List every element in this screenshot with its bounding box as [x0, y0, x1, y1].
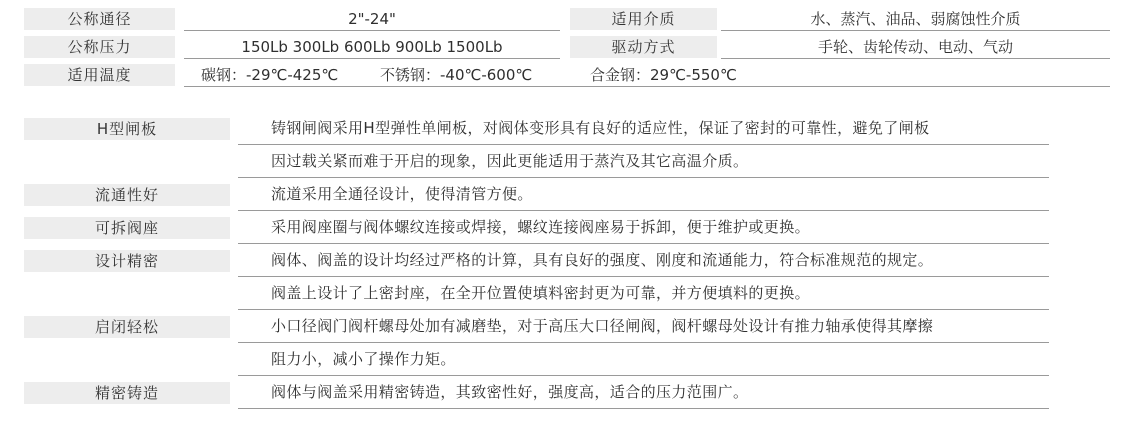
temperature-carbon-steel: 碳钢：-29℃-425℃ — [201, 66, 339, 84]
feature-row — [24, 378, 1110, 411]
feature-text: 阀体、阀盖的设计均经过严格的计算，具有良好的强度、刚度和流通能力，符合标准规范的规定。 — [238, 246, 1049, 277]
feature-text: 流道采用全通径设计，使得清管方便。 — [238, 180, 1049, 211]
feature-text: 阻力小，减小了操作力矩。 — [238, 345, 1049, 376]
feature-label: 可拆阀座 — [24, 217, 230, 239]
nominal-pressure-value: 150Lb 300Lb 600Lb 900Lb 1500Lb — [184, 36, 560, 59]
nominal-pressure-label: 公称压力 — [24, 36, 175, 58]
drive-mode-value: 手轮、齿轮传动、电动、气动 — [721, 36, 1110, 59]
temperature-label: 适用温度 — [24, 64, 175, 86]
applicable-medium-label: 适用介质 — [570, 8, 717, 30]
spec-row-diameter — [24, 8, 1110, 34]
nominal-diameter-label: 公称通径 — [24, 8, 175, 30]
drive-mode-label: 驱动方式 — [570, 36, 717, 58]
feature-row — [24, 147, 1110, 180]
feature-label: 设计精密 — [24, 250, 230, 272]
nominal-diameter-value: 2"-24" — [184, 8, 560, 31]
feature-label: 启闭轻松 — [24, 316, 230, 338]
feature-label: H型闸板 — [24, 118, 230, 140]
feature-text: 因过载关紧而难于开启的现象，因此更能适用于蒸汽及其它高温介质。 — [238, 147, 1049, 178]
feature-text: 采用阀座圈与阀体螺纹连接或焊接，螺纹连接阀座易于拆卸，便于维护或更换。 — [238, 213, 1049, 244]
spec-row-pressure — [24, 36, 1110, 62]
feature-row — [24, 114, 1110, 147]
temperature-values — [184, 64, 1110, 87]
feature-row — [24, 246, 1110, 279]
feature-label: 流通性好 — [24, 184, 230, 206]
feature-text: 小口径阀门阀杆螺母处加有减磨垫，对于高压大口径闸阀，阀杆螺母处设计有推力轴承使得其摩擦 — [238, 312, 1049, 343]
feature-row — [24, 312, 1110, 345]
applicable-medium-value: 水、蒸汽、油品、弱腐蚀性介质 — [721, 8, 1110, 31]
feature-text: 阀体与阀盖采用精密铸造，其致密性好，强度高，适合的压力范围广。 — [238, 378, 1049, 409]
feature-row — [24, 345, 1110, 378]
feature-text: 阀盖上设计了上密封座，在全开位置使填料密封更为可靠，并方便填料的更换。 — [238, 279, 1049, 310]
feature-label: 精密铸造 — [24, 382, 230, 404]
feature-row — [24, 213, 1110, 246]
temperature-alloy-steel: 合金钢：29℃-550℃ — [590, 66, 737, 84]
feature-text: 铸钢闸阀采用H型弹性单闸板，对阀体变形具有良好的适应性，保证了密封的可靠性，避免了闸板 — [238, 114, 1049, 145]
feature-row — [24, 180, 1110, 213]
feature-row — [24, 279, 1110, 312]
spec-row-temperature — [24, 64, 1110, 90]
temperature-stainless-steel: 不锈钢：-40℃-600℃ — [380, 66, 533, 84]
spec-table — [24, 8, 1110, 89]
